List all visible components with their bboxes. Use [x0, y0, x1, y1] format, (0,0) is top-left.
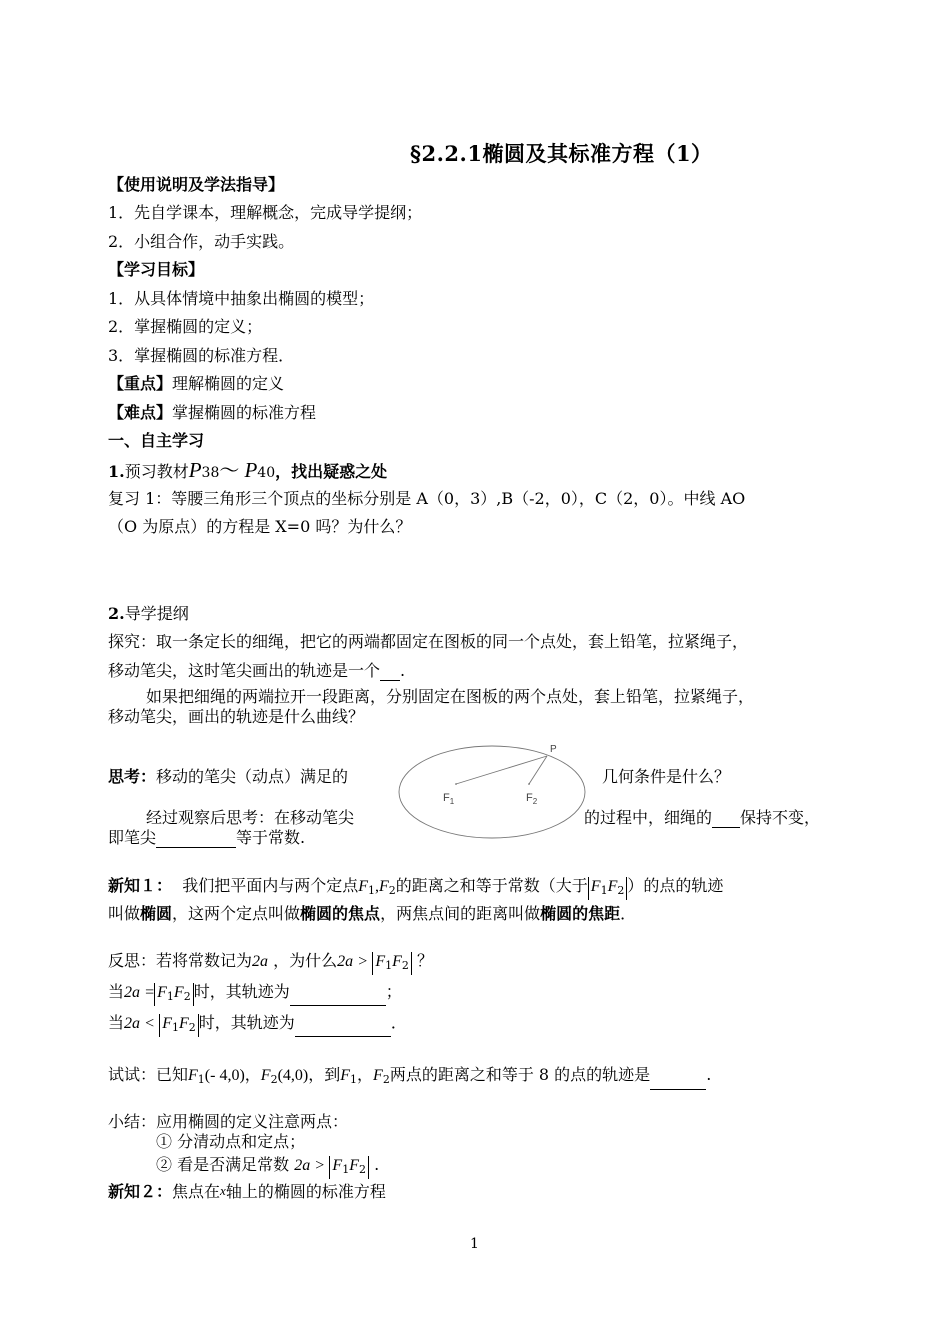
explore-line-4: 移动笔尖，画出的轨迹是什么曲线？ [108, 707, 365, 726]
explore-line-1: 探究：取一条定长的细绳，把它的两端都固定在图板的同一个点处，套上铅笔，拉紧绳子， [108, 632, 749, 651]
summary-item-2 [156, 1155, 379, 1179]
math-lt: < [145, 1015, 155, 1032]
preview-number: 1. [108, 462, 125, 481]
review-line-2: （O 为原点）的方程是 X=0 吗？为什么？ [108, 517, 412, 536]
preview-line [108, 460, 387, 483]
answer-blank[interactable] [290, 989, 386, 1006]
math-2a: 2a [252, 953, 269, 970]
reflect-text-1: ：若将常数记为 [140, 951, 253, 970]
outline-text: 导学提纲 [124, 604, 189, 623]
nk1-term-ellipse: 椭圆 [140, 904, 173, 923]
ellipse-figure [396, 736, 592, 848]
observe-text: 的过程中，细绳的 [584, 808, 713, 827]
key-point-label: 【重点】 [108, 374, 173, 393]
summary-item-2-text: ② 看是否满足常数 [156, 1155, 290, 1174]
preview-tilde: ～ [219, 458, 240, 482]
nk1-text-a: 叫做 [108, 904, 141, 923]
try-text-3: 两点的距离之和等于 8 的点的轨迹是 [389, 1065, 651, 1084]
answer-blank[interactable] [380, 664, 400, 681]
observe-text-end: 保持不变， [740, 808, 821, 827]
section-usage-heading: 【使用说明及学法指导】 [108, 175, 285, 194]
nk1-text-e: ，两焦点间的距离叫做 [380, 904, 541, 923]
answer-blank[interactable] [295, 1020, 391, 1037]
observe-line-2-end: 等于常数. [236, 828, 306, 847]
math-2a: 2a [124, 1015, 141, 1032]
point-p-label: P [550, 744, 557, 755]
nk1-term-foci: 椭圆的焦点 [300, 904, 381, 923]
focus-f1-label: $F_1$ [443, 792, 455, 806]
new-knowledge-2 [108, 1181, 386, 1202]
period: . [374, 1155, 380, 1174]
segment-f1-p [456, 756, 547, 784]
math-f2: F [373, 1067, 383, 1084]
summary-heading: 小结：应用椭圆的定义注意两点： [108, 1112, 349, 1131]
math-2a: 2a [294, 1157, 311, 1174]
think-label: 思考： [108, 767, 157, 786]
math-comma: , [374, 878, 379, 895]
page-title: §2.2.1椭圆及其标准方程（1） [410, 141, 713, 166]
focus-f1-point [455, 783, 457, 785]
reflect-equal-line [108, 982, 402, 1006]
answer-blank[interactable] [712, 811, 740, 828]
new-knowledge-1-text-3: ）的点的轨迹 [627, 876, 724, 895]
new-knowledge-2-label: 新知２： [108, 1182, 173, 1201]
think-tail: 几何条件是什么？ [602, 767, 731, 786]
new-knowledge-1-label: 新知１： [108, 876, 173, 895]
reflect-label: 反思 [108, 951, 141, 970]
reflect-line [108, 951, 433, 975]
math-eq: = [145, 984, 155, 1001]
preview-page-end: P [244, 458, 258, 482]
semicolon: ； [385, 982, 402, 1001]
goal-item-2: 2．掌握椭圆的定义； [108, 317, 263, 336]
outline-heading [108, 604, 189, 624]
math-sub-2: 2 [382, 1073, 390, 1086]
key-point-text: 理解椭圆的定义 [172, 374, 285, 393]
math-sub-1: 1 [350, 1073, 358, 1086]
separator: ， [357, 1065, 374, 1084]
focus-f2-point [528, 783, 530, 785]
try-text-2: ，到 [308, 1065, 341, 1084]
explore-line-2 [108, 661, 405, 681]
summary-item-1: ① 分清动点和定点； [156, 1132, 306, 1151]
difficult-point-label: 【难点】 [108, 403, 173, 422]
outline-number: 2. [108, 604, 125, 623]
when-text: 当 [108, 1013, 125, 1032]
math-sub-1: 1 [367, 884, 375, 897]
separator: ， [244, 1065, 261, 1084]
math-sub-2: 2 [388, 884, 396, 897]
preview-page-start: P [188, 458, 202, 482]
new-knowledge-1-line-2 [108, 904, 636, 924]
nk1-text-g: ． [620, 904, 637, 923]
reflect-result-text: 时，其轨迹为 [193, 982, 290, 1001]
key-point [108, 374, 284, 394]
math-f2: F [260, 1067, 271, 1084]
new-knowledge-1-text: 我们把平面内与两个定点 [182, 876, 359, 895]
period: . [706, 1065, 712, 1084]
math-f1: F [340, 1067, 351, 1084]
math-gt: > [315, 1157, 325, 1174]
try-text-1: 试试：已知 [108, 1065, 189, 1084]
segment-f2-p [529, 756, 547, 784]
math-f2: F [378, 878, 389, 895]
observe-line-2 [108, 828, 305, 848]
explore-line-2-end: . [400, 661, 406, 680]
explore-line-3: 如果把细绳的两端拉开一段距离，分别固定在图板的两个点处，套上铅笔，拉紧绳子， [146, 687, 755, 706]
math-f1: F [358, 878, 368, 895]
new-knowledge-1-line-1 [108, 876, 723, 901]
answer-blank[interactable] [650, 1073, 706, 1090]
observe-line-1a: 经过观察后思考：在移动笔尖 [146, 808, 355, 827]
abs-f1f2: $F_1F_2$ [588, 877, 628, 900]
reflect-text-2: ，为什么 [273, 951, 338, 970]
usage-item-2: 2．小组合作，动手实践。 [108, 232, 295, 251]
review-line-1: 复习 1：等腰三角形三个顶点的坐标分别是 A（0，3）,B（-2，0），C（2，0）。中线 AO [108, 489, 746, 508]
nk1-text-c: ，这两个定点叫做 [172, 904, 301, 923]
think-line [108, 767, 348, 787]
preview-text: 预习教材 [124, 462, 189, 481]
goal-item-1: 1．从具体情境中抽象出椭圆的模型； [108, 289, 375, 308]
preview-page-end-num: 40 [257, 465, 276, 481]
math-coord-f2: (4,0) [277, 1067, 309, 1084]
reflect-result-text: 时，其轨迹为 [198, 1013, 295, 1032]
page-number: 1 [470, 1236, 479, 1252]
math-x: x [220, 1183, 226, 1198]
period: ． [390, 1013, 407, 1032]
math-f1: F [188, 1067, 198, 1084]
observe-line-1b [584, 808, 820, 828]
abs-f1f2: $F_1F_2$ [154, 983, 194, 1006]
new-knowledge-2-text-a: 焦点在 [172, 1182, 221, 1201]
difficult-point-text: 掌握椭圆的标准方程 [172, 403, 317, 422]
abs-f1f2: $F_1F_2$ [372, 952, 412, 975]
abs-f1f2: $F_1F_2$ [159, 1014, 199, 1037]
part-one-heading: 一、自主学习 [108, 431, 205, 450]
reflect-question-mark: ？ [417, 951, 434, 970]
abs-f1f2: $F_1F_2$ [329, 1156, 369, 1179]
math-2a: 2a [124, 984, 141, 1001]
goal-item-3: 3．掌握椭圆的标准方程． [108, 346, 295, 365]
try-line [108, 1065, 711, 1090]
math-2a: 2a [337, 953, 354, 970]
difficult-point [108, 403, 316, 423]
answer-blank[interactable] [156, 831, 236, 848]
math-coord-f1: (- 4,0) [204, 1067, 245, 1084]
preview-tail: ，找出疑惑之处 [275, 462, 388, 481]
when-text: 当 [108, 982, 125, 1001]
ellipse-curve [399, 746, 585, 838]
new-knowledge-2-text-b: 轴上的椭圆的标准方程 [225, 1182, 386, 1201]
usage-item-1: 1．先自学课本，理解概念，完成导学提纲； [108, 203, 423, 222]
think-text: 移动的笔尖（动点）满足的 [156, 767, 349, 786]
observe-line-2-text: 即笔尖 [108, 828, 157, 847]
math-sub-2: 2 [270, 1073, 278, 1086]
section-goal-heading: 【学习目标】 [108, 260, 205, 279]
explore-line-2-text: 移动笔尖，这时笔尖画出的轨迹是一个 [108, 661, 381, 680]
math-gt: > [358, 953, 368, 970]
nk1-term-focal-distance: 椭圆的焦距 [540, 904, 621, 923]
math-sub-1: 1 [197, 1073, 205, 1086]
new-knowledge-1-text-2: 的距离之和等于常数（大于 [395, 876, 588, 895]
reflect-less-line [108, 1013, 407, 1037]
preview-page-start-num: 38 [201, 465, 220, 481]
focus-f2-label: $F_2$ [526, 792, 538, 806]
